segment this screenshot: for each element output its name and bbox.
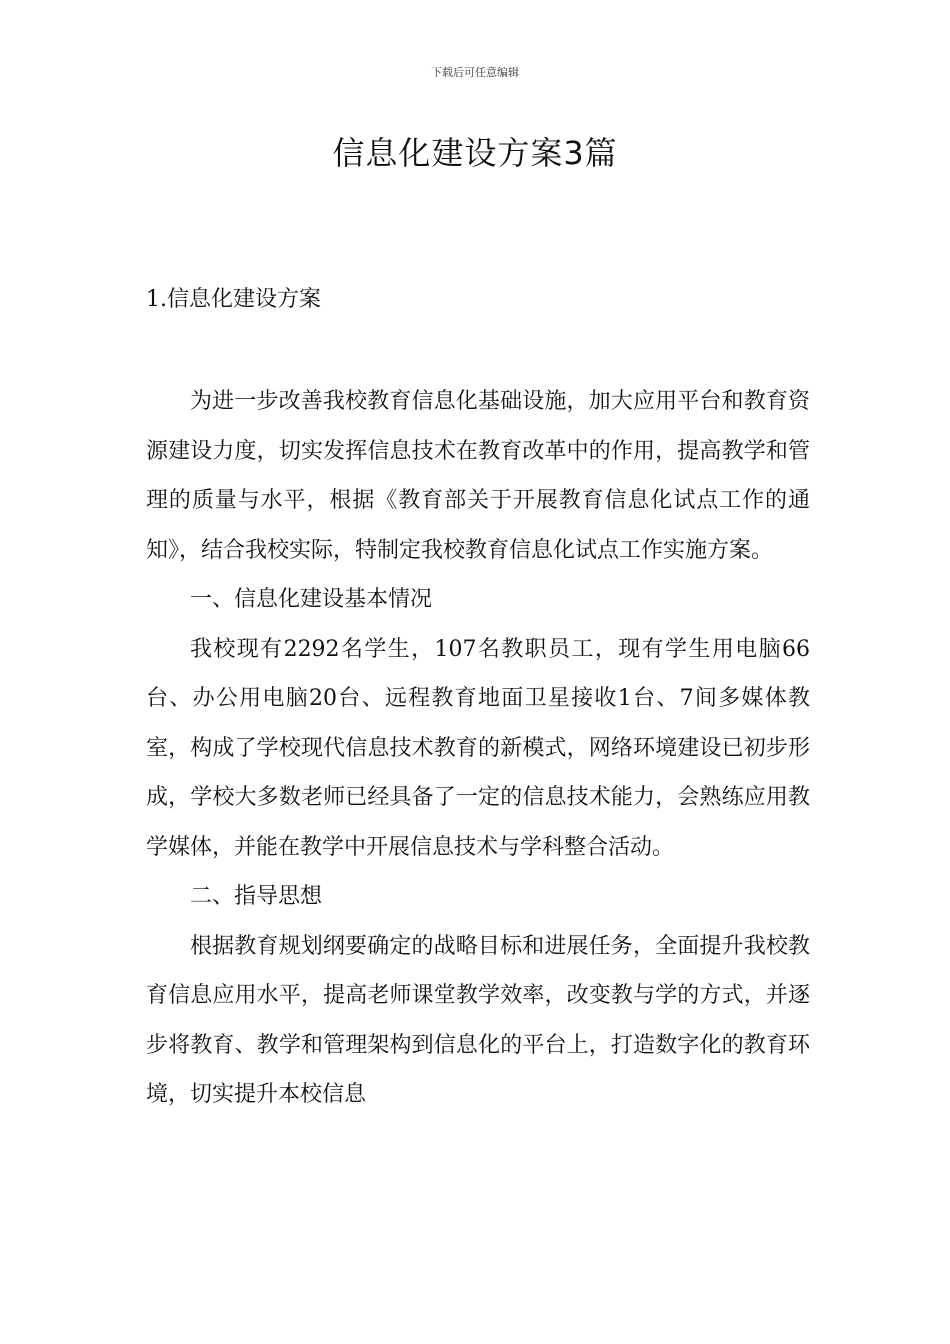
paragraph-basic-situation: 我校现有2292名学生，107名教职员工，现有学生用电脑66台、办公用电脑20台、远程教育地面卫星接收1台、7间多媒体教室，构成了学校现代信息技术教育的新模式，网络环境建设已初步形成，学校大多数老师已经具备了一定的信息技术能力，会熟练应用教学媒体，并能在教学中开展信息技术与学科整合活动。 bbox=[146, 636, 810, 860]
paragraph-intro: 为进一步改善我校教育信息化基础设施，加大应用平台和教育资源建设力度，切实发挥信息技术在教育改革中的作用，提高教学和管理的质量与水平，根据《教育部关于开展教育信息化试点工作的通知》，结合我校实际，特制定我校教育信息化试点工作实施方案。 bbox=[146, 389, 810, 563]
section-heading: 1.信息化建设方案 bbox=[146, 287, 321, 312]
subheading-guiding-ideology: 二、指导思想 bbox=[190, 884, 323, 909]
paragraph-guiding-ideology: 根据教育规划纲要确定的战略目标和进展任务，全面提升我校教育信息应用水平，提高老师课堂教学效率，改变教与学的方式，并逐步将教育、教学和管理架构到信息化的平台上，打造数字化的教育环境，切实提升本校信息 bbox=[146, 933, 810, 1107]
subheading-basic-situation: 一、信息化建设基本情况 bbox=[190, 587, 433, 612]
header-note: 下载后可任意编辑 bbox=[431, 66, 519, 79]
document-title: 信息化建设方案3篇 bbox=[332, 134, 618, 172]
document-body bbox=[146, 377, 810, 1120]
